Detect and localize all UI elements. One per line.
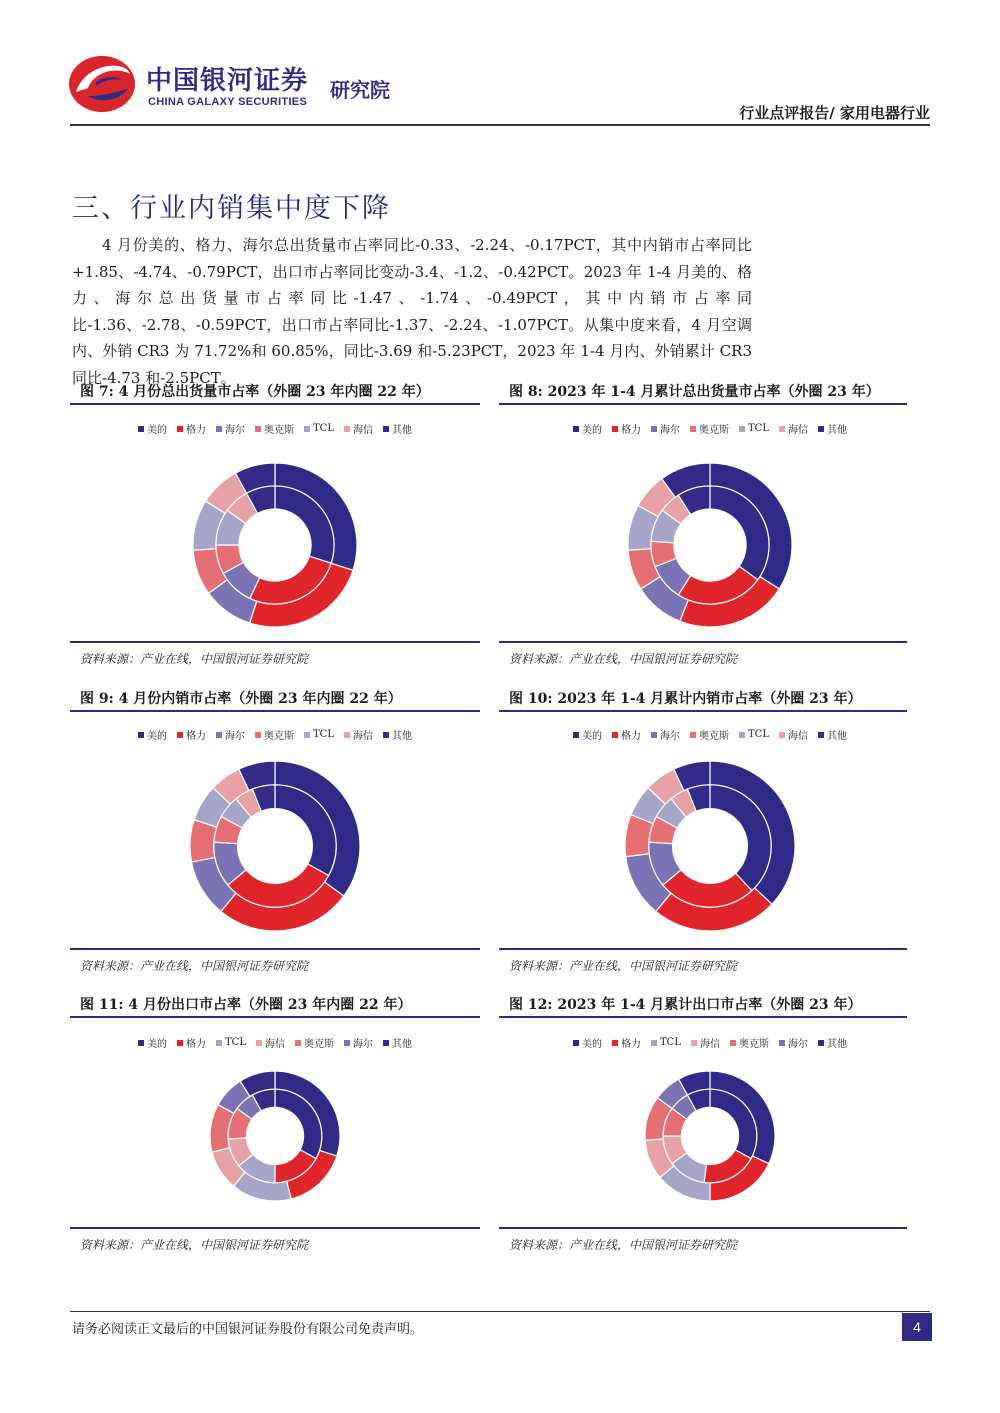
legend-swatch	[138, 732, 144, 738]
figure-bottom-rule	[70, 1227, 480, 1229]
donut-chart	[626, 461, 794, 629]
legend-item	[651, 421, 680, 436]
legend-item	[216, 421, 245, 436]
legend-swatch	[691, 1040, 697, 1046]
chart-legend	[573, 421, 847, 436]
legend-item	[344, 1035, 373, 1050]
legend-swatch	[138, 1040, 144, 1046]
chart-legend	[573, 727, 847, 742]
legend-swatch	[177, 426, 183, 432]
figure-top-rule	[499, 1016, 907, 1018]
legend-item	[256, 1035, 285, 1050]
figure-title: 图 10: 2023 年 1-4 月累计内销市占率（外圈 23 年）	[509, 691, 862, 707]
legend-swatch	[344, 1040, 350, 1046]
figure-top-rule	[499, 710, 907, 712]
legend-swatch	[216, 426, 222, 432]
legend-swatch	[138, 426, 144, 432]
donut-chart	[188, 759, 362, 933]
legend-swatch	[344, 732, 350, 738]
donut-chart	[643, 1069, 777, 1203]
legend-swatch	[779, 732, 785, 738]
legend-swatch	[779, 1040, 785, 1046]
legend-item	[651, 1035, 681, 1050]
legend-label: 奥克斯	[738, 1039, 769, 1050]
legend-swatch	[612, 1040, 618, 1046]
legend-item	[344, 421, 373, 436]
legend-swatch	[779, 426, 785, 432]
section-title: 三、行业内销集中度下降	[72, 193, 391, 224]
legend-label: 格力	[621, 425, 642, 436]
legend-item	[383, 1035, 412, 1050]
figure-bottom-rule	[70, 948, 480, 950]
legend-item	[216, 727, 245, 742]
legend-swatch	[256, 1040, 262, 1046]
legend-label: 其他	[391, 731, 412, 742]
legend-label: 格力	[621, 1039, 642, 1050]
legend-item	[138, 1035, 167, 1050]
legend-label: 海信	[787, 425, 808, 436]
legend-swatch	[818, 426, 824, 432]
legend-label: 格力	[186, 1039, 207, 1050]
legend-item	[177, 421, 206, 436]
brand-name-en: CHINA GALAXY SECURITIES	[148, 96, 308, 108]
legend-swatch	[344, 426, 350, 432]
legend-label: 海尔	[660, 425, 681, 436]
legend-item	[779, 421, 808, 436]
legend-item	[612, 727, 641, 742]
donut-chart	[623, 759, 797, 933]
legend-item	[383, 727, 412, 742]
legend-swatch	[216, 732, 222, 738]
legend-label: TCL	[660, 1037, 681, 1048]
legend-item	[177, 727, 206, 742]
legend-swatch	[255, 732, 261, 738]
legend-label: 奥克斯	[699, 425, 730, 436]
legend-swatch	[383, 732, 389, 738]
legend-swatch	[739, 426, 745, 432]
donut-chart	[208, 1069, 342, 1203]
legend-label: 海尔	[787, 1039, 808, 1050]
figure-top-rule	[70, 1016, 480, 1018]
legend-swatch	[651, 426, 657, 432]
galaxy-logo-icon	[66, 52, 138, 116]
chart-legend	[573, 1035, 847, 1050]
chart-legend	[138, 421, 412, 436]
figure-title: 图 7: 4 月份总出货量市占率（外圈 23 年内圈 22 年）	[80, 384, 430, 400]
legend-item	[779, 1035, 808, 1050]
brand-institute: 研究院	[330, 78, 390, 102]
legend-swatch	[690, 732, 696, 738]
figure-top-rule	[499, 403, 907, 405]
body-paragraph	[72, 232, 752, 392]
legend-label: 奥克斯	[699, 731, 730, 742]
legend-item	[216, 1035, 246, 1050]
legend-swatch	[730, 1040, 736, 1046]
legend-item	[177, 1035, 206, 1050]
figure-bottom-rule	[499, 1227, 907, 1229]
legend-label: 美的	[582, 1039, 603, 1050]
legend-item	[383, 421, 412, 436]
legend-item	[255, 727, 294, 742]
legend-label: 奥克斯	[264, 731, 295, 742]
figure-source: 资料来源：产业在线，中国银河证券研究院	[80, 652, 309, 666]
figure-bottom-rule	[499, 948, 907, 950]
paragraph-text: 4 月份美的、格力、海尔总出货量市占率同比-0.33、-2.24、-0.17PCT，其中内销市占率同比+1.85、-4.74、-0.79PCT，出口市占率同比变动-3.4、-1.2、-0.42PCT。2023 年 1-4 月美的、格力、海尔总出货量市占率同比-1.47、-1.74、-0.49PCT，其中内销市占率同比-1.36、-2.78、-0.59PCT，出口市占率同比-1.37、-2.24、-1.07PCT。从集中度来看，4 月空调内、外销 CR3 为 71.72%和 60.85%，同比-3.69 和-5.23PCT，2023 年 1-4 月内、外销累计 CR3 同比-4.73 和-2.5PCT。	[72, 236, 752, 387]
legend-item	[255, 421, 294, 436]
report-type: 行业点评报告/ 家用电器行业	[739, 104, 930, 122]
legend-item	[304, 421, 334, 436]
legend-item	[304, 727, 334, 742]
donut-chart	[191, 461, 359, 629]
figure-bottom-rule	[70, 641, 480, 643]
legend-item	[344, 727, 373, 742]
header-divider	[70, 124, 930, 126]
legend-item	[573, 727, 602, 742]
legend-item	[730, 1035, 769, 1050]
legend-label: 美的	[147, 731, 168, 742]
legend-label: TCL	[313, 423, 334, 434]
legend-label: 其他	[826, 1039, 847, 1050]
legend-label: 其他	[826, 425, 847, 436]
legend-item	[573, 1035, 602, 1050]
figure-title: 图 8: 2023 年 1-4 月累计总出货量市占率（外圈 23 年）	[509, 384, 880, 400]
legend-item	[295, 1035, 334, 1050]
figure-title: 图 9: 4 月份内销市占率（外圈 23 年内圈 22 年）	[80, 691, 402, 707]
legend-item	[690, 727, 729, 742]
legend-label: 海信	[787, 731, 808, 742]
legend-label: 海尔	[225, 425, 246, 436]
legend-label: 海尔	[352, 1039, 373, 1050]
legend-item	[691, 1035, 720, 1050]
legend-swatch	[651, 732, 657, 738]
legend-label: 其他	[826, 731, 847, 742]
legend-item	[138, 421, 167, 436]
figure-source: 资料来源：产业在线，中国银河证券研究院	[80, 959, 309, 973]
legend-swatch	[612, 732, 618, 738]
legend-swatch	[177, 1040, 183, 1046]
legend-item	[818, 727, 847, 742]
legend-swatch	[383, 1040, 389, 1046]
legend-label: 奥克斯	[264, 425, 295, 436]
legend-item	[612, 421, 641, 436]
legend-label: 海信	[352, 425, 373, 436]
figure-title: 图 11: 4 月份出口市占率（外圈 23 年内圈 22 年）	[80, 997, 412, 1013]
legend-label: 美的	[147, 425, 168, 436]
legend-swatch	[818, 732, 824, 738]
legend-item	[612, 1035, 641, 1050]
chart-legend	[138, 1035, 412, 1050]
legend-label: 美的	[147, 1039, 168, 1050]
legend-label: 海尔	[660, 731, 681, 742]
figure-source: 资料来源：产业在线，中国银河证券研究院	[80, 1238, 309, 1252]
legend-label: 海信	[352, 731, 373, 742]
legend-swatch	[651, 1040, 657, 1046]
legend-label: 其他	[391, 425, 412, 436]
legend-item	[690, 421, 729, 436]
legend-label: 其他	[391, 1039, 412, 1050]
legend-swatch	[818, 1040, 824, 1046]
legend-item	[818, 1035, 847, 1050]
page-number: 4	[902, 1313, 932, 1341]
legend-swatch	[177, 732, 183, 738]
legend-label: TCL	[225, 1037, 246, 1048]
figure-bottom-rule	[499, 641, 907, 643]
legend-item	[818, 421, 847, 436]
legend-label: 美的	[582, 731, 603, 742]
chart-legend	[138, 727, 412, 742]
figure-source: 资料来源：产业在线，中国银河证券研究院	[509, 652, 738, 666]
legend-label: 格力	[186, 425, 207, 436]
legend-swatch	[304, 426, 310, 432]
legend-label: TCL	[748, 729, 769, 740]
legend-swatch	[383, 426, 389, 432]
legend-label: 美的	[582, 425, 603, 436]
brand-name-cn: 中国银河证券	[146, 66, 309, 96]
legend-swatch	[573, 426, 579, 432]
legend-label: 海尔	[225, 731, 246, 742]
legend-swatch	[690, 426, 696, 432]
legend-swatch	[739, 732, 745, 738]
legend-item	[651, 727, 680, 742]
figure-source: 资料来源：产业在线，中国银河证券研究院	[509, 959, 738, 973]
legend-label: 格力	[186, 731, 207, 742]
legend-item	[739, 727, 769, 742]
legend-swatch	[573, 1040, 579, 1046]
footer-disclaimer: 请务必阅读正文最后的中国银河证券股份有限公司免责声明。	[72, 1322, 424, 1337]
legend-label: 格力	[621, 731, 642, 742]
legend-swatch	[216, 1040, 222, 1046]
legend-label: 奥克斯	[303, 1039, 334, 1050]
legend-label: TCL	[748, 423, 769, 434]
figure-top-rule	[70, 710, 480, 712]
legend-item	[573, 421, 602, 436]
legend-item	[138, 727, 167, 742]
legend-label: TCL	[313, 729, 334, 740]
footer-divider	[70, 1311, 930, 1312]
legend-swatch	[304, 732, 310, 738]
legend-swatch	[573, 732, 579, 738]
legend-item	[739, 421, 769, 436]
figure-title: 图 12: 2023 年 1-4 月累计出口市占率（外圈 23 年）	[509, 997, 862, 1013]
legend-label: 海信	[264, 1039, 285, 1050]
legend-swatch	[612, 426, 618, 432]
legend-label: 海信	[699, 1039, 720, 1050]
figure-top-rule	[70, 403, 480, 405]
legend-swatch	[295, 1040, 301, 1046]
figure-source: 资料来源：产业在线，中国银河证券研究院	[509, 1238, 738, 1252]
legend-item	[779, 727, 808, 742]
legend-swatch	[255, 426, 261, 432]
